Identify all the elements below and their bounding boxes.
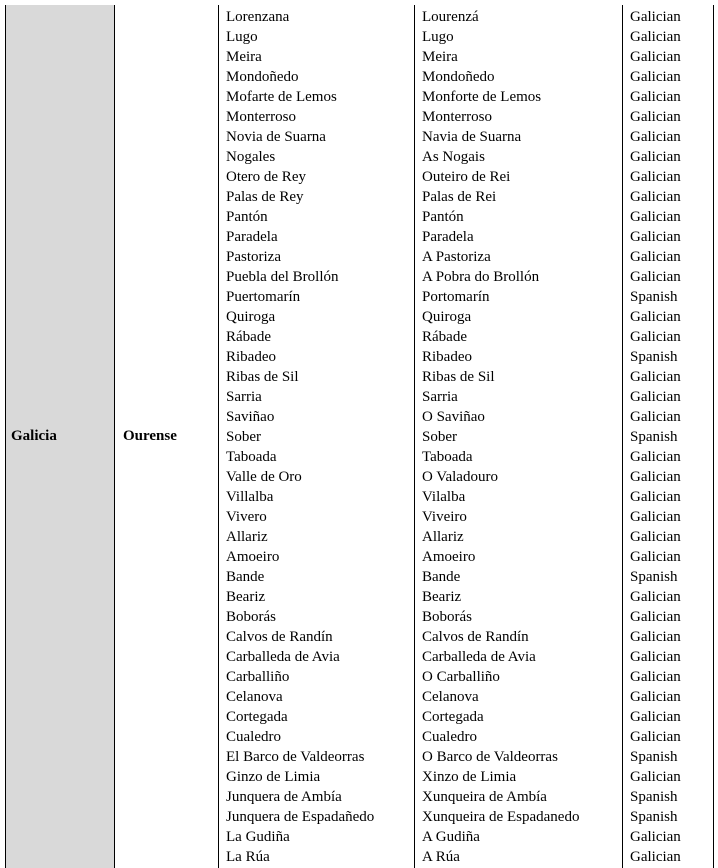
language-cell: Galician	[630, 109, 681, 125]
official-name-cell: Cortegada	[422, 709, 484, 725]
spanish-name-cell: Ribadeo	[226, 349, 276, 365]
language-cell: Galician	[630, 69, 681, 85]
table-row	[219, 247, 714, 267]
table-row	[219, 687, 714, 707]
table-row	[219, 447, 714, 467]
spanish-name-cell: La Gudiña	[226, 829, 290, 845]
official-name-cell: Rábade	[422, 329, 467, 345]
table-row	[219, 187, 714, 207]
spanish-name-cell: Amoeiro	[226, 549, 280, 565]
language-cell: Galician	[630, 829, 681, 845]
official-name-cell: As Nogais	[422, 149, 485, 165]
language-cell: Galician	[630, 729, 681, 745]
spanish-name-cell: Meira	[226, 49, 262, 65]
language-cell: Spanish	[630, 809, 678, 825]
official-name-cell: Xunqueira de Espadanedo	[422, 809, 580, 825]
language-cell: Galician	[630, 329, 681, 345]
language-cell: Galician	[630, 9, 681, 25]
table-row	[219, 287, 714, 307]
spanish-name-cell: Pastoriza	[226, 249, 281, 265]
official-name-cell: A Gudiña	[422, 829, 480, 845]
official-name-cell: Carballeda de Avia	[422, 649, 536, 665]
spanish-name-cell: Puertomarín	[226, 289, 301, 305]
official-name-cell: Meira	[422, 49, 458, 65]
spanish-name-cell: Cualedro	[226, 729, 281, 745]
table-row	[219, 787, 714, 807]
spanish-name-cell: Nogales	[226, 149, 276, 165]
language-cell: Galician	[630, 709, 681, 725]
language-cell: Galician	[630, 509, 681, 525]
official-name-cell: Xinzo de Limia	[422, 769, 517, 785]
language-cell: Galician	[630, 209, 681, 225]
language-cell: Galician	[630, 449, 681, 465]
spanish-name-cell: Quiroga	[226, 309, 276, 325]
table-body	[219, 7, 714, 867]
table-row	[219, 607, 714, 627]
spanish-name-cell: Beariz	[226, 589, 266, 605]
official-name-cell: Sarria	[422, 389, 458, 405]
table-row	[219, 227, 714, 247]
table-row	[219, 427, 714, 447]
official-name-cell: Taboada	[422, 449, 473, 465]
table-row	[219, 167, 714, 187]
language-cell: Galician	[630, 469, 681, 485]
spanish-name-cell: Palas de Rey	[226, 189, 304, 205]
table-row	[219, 267, 714, 287]
spanish-name-cell: Calvos de Randín	[226, 629, 333, 645]
language-cell: Spanish	[630, 749, 678, 765]
language-cell: Galician	[630, 409, 681, 425]
official-name-cell: Celanova	[422, 689, 479, 705]
language-cell: Galician	[630, 309, 681, 325]
official-name-cell: O Barco de Valdeorras	[422, 749, 558, 765]
official-name-cell: Lugo	[422, 29, 454, 45]
spanish-name-cell: Junquera de Espadañedo	[226, 809, 375, 825]
spanish-name-cell: Boborás	[226, 609, 276, 625]
table-row	[219, 87, 714, 107]
table-row	[219, 147, 714, 167]
table-row	[219, 727, 714, 747]
municipality-table	[5, 5, 714, 868]
table-row	[219, 27, 714, 47]
spanish-name-cell: Puebla del Brollón	[226, 269, 339, 285]
spanish-name-cell: Taboada	[226, 449, 277, 465]
language-cell: Galician	[630, 769, 681, 785]
official-name-cell: Boborás	[422, 609, 472, 625]
spanish-name-cell: Lorenzana	[226, 9, 290, 25]
table-row	[219, 807, 714, 827]
table-row	[219, 707, 714, 727]
spanish-name-cell: Celanova	[226, 689, 283, 705]
language-cell: Spanish	[630, 789, 678, 805]
table-row	[219, 507, 714, 527]
table-row	[219, 407, 714, 427]
language-cell: Galician	[630, 269, 681, 285]
official-name-cell: Pantón	[422, 209, 464, 225]
official-name-cell: O Saviñao	[422, 409, 485, 425]
language-cell: Galician	[630, 149, 681, 165]
table-row	[219, 347, 714, 367]
language-cell: Galician	[630, 609, 681, 625]
table-row	[219, 127, 714, 147]
language-cell: Galician	[630, 369, 681, 385]
table-row	[219, 367, 714, 387]
official-name-cell: A Rúa	[422, 849, 460, 865]
language-cell: Galician	[630, 549, 681, 565]
official-name-cell: A Pastoriza	[422, 249, 491, 265]
region-cell	[5, 5, 115, 868]
language-cell: Galician	[630, 249, 681, 265]
official-name-cell: Outeiro de Rei	[422, 169, 511, 185]
spanish-name-cell: Cortegada	[226, 709, 288, 725]
official-name-cell: Quiroga	[422, 309, 472, 325]
table-row	[219, 207, 714, 227]
official-name-cell: Cualedro	[422, 729, 477, 745]
table-row	[219, 567, 714, 587]
spanish-name-cell: Sarria	[226, 389, 262, 405]
language-cell: Spanish	[630, 289, 678, 305]
table-row	[219, 827, 714, 847]
spanish-name-cell: La Rúa	[226, 849, 270, 865]
table-row	[219, 7, 714, 27]
language-cell: Galician	[630, 129, 681, 145]
table-row	[219, 587, 714, 607]
language-cell: Galician	[630, 89, 681, 105]
language-cell: Galician	[630, 629, 681, 645]
official-name-cell: Allariz	[422, 529, 464, 545]
table-row	[219, 847, 714, 867]
official-name-cell: Ribadeo	[422, 349, 472, 365]
spanish-name-cell: Junquera de Ambía	[226, 789, 342, 805]
spanish-name-cell: Sober	[226, 429, 261, 445]
table-row	[219, 307, 714, 327]
province-cell	[115, 5, 219, 868]
spanish-name-cell: Bande	[226, 569, 265, 585]
spanish-name-cell: Valle de Oro	[226, 469, 302, 485]
table-row	[219, 467, 714, 487]
official-name-cell: O Carballiño	[422, 669, 500, 685]
table-row	[219, 767, 714, 787]
spanish-name-cell: Novia de Suarna	[226, 129, 326, 145]
table-row	[219, 627, 714, 647]
spanish-name-cell: Rábade	[226, 329, 271, 345]
official-name-cell: Palas de Rei	[422, 189, 497, 205]
language-cell: Galician	[630, 229, 681, 245]
region-label: Galicia	[11, 428, 57, 444]
language-cell: Galician	[630, 529, 681, 545]
spanish-name-cell: Carballiño	[226, 669, 290, 685]
official-name-cell: A Pobra do Brollón	[422, 269, 540, 285]
spanish-name-cell: El Barco de Valdeorras	[226, 749, 365, 765]
language-cell: Galician	[630, 49, 681, 65]
official-name-cell: Navia de Suarna	[422, 129, 522, 145]
language-cell: Spanish	[630, 349, 678, 365]
official-name-cell: Lourenzá	[422, 9, 479, 25]
language-cell: Galician	[630, 169, 681, 185]
spanish-name-cell: Vivero	[226, 509, 267, 525]
language-cell: Spanish	[630, 569, 678, 585]
table-row	[219, 667, 714, 687]
table-row	[219, 327, 714, 347]
language-cell: Galician	[630, 849, 681, 865]
official-name-cell: Vilalba	[422, 489, 466, 505]
spanish-name-cell: Lugo	[226, 29, 258, 45]
spanish-name-cell: Ribas de Sil	[226, 369, 299, 385]
spanish-name-cell: Pantón	[226, 209, 268, 225]
official-name-cell: Monterroso	[422, 109, 492, 125]
spanish-name-cell: Villalba	[226, 489, 274, 505]
spanish-name-cell: Mofarte de Lemos	[226, 89, 337, 105]
official-name-cell: Viveiro	[422, 509, 467, 525]
table-row	[219, 107, 714, 127]
official-name-cell: Portomarín	[422, 289, 490, 305]
official-name-cell: Mondoñedo	[422, 69, 495, 85]
table-row	[219, 387, 714, 407]
table-row	[219, 647, 714, 667]
official-name-cell: Calvos de Randín	[422, 629, 529, 645]
spanish-name-cell: Monterroso	[226, 109, 296, 125]
table-row	[219, 527, 714, 547]
language-cell: Galician	[630, 689, 681, 705]
table-row	[219, 67, 714, 87]
spanish-name-cell: Saviñao	[226, 409, 275, 425]
official-name-cell: Bande	[422, 569, 461, 585]
spanish-name-cell: Carballeda de Avia	[226, 649, 340, 665]
language-cell: Galician	[630, 589, 681, 605]
spanish-name-cell: Allariz	[226, 529, 268, 545]
official-name-cell: Beariz	[422, 589, 462, 605]
official-name-cell: Amoeiro	[422, 549, 476, 565]
spanish-name-cell: Mondoñedo	[226, 69, 299, 85]
table-row	[219, 487, 714, 507]
official-name-cell: Monforte de Lemos	[422, 89, 542, 105]
official-name-cell: Xunqueira de Ambía	[422, 789, 547, 805]
official-name-cell: Sober	[422, 429, 457, 445]
language-cell: Galician	[630, 189, 681, 205]
table-row	[219, 547, 714, 567]
language-cell: Galician	[630, 389, 681, 405]
province-label: Ourense	[123, 428, 177, 444]
language-cell: Spanish	[630, 429, 678, 445]
spanish-name-cell: Otero de Rey	[226, 169, 306, 185]
language-cell: Galician	[630, 29, 681, 45]
official-name-cell: Paradela	[422, 229, 474, 245]
official-name-cell: O Valadouro	[422, 469, 498, 485]
table-row	[219, 47, 714, 67]
language-cell: Galician	[630, 489, 681, 505]
spanish-name-cell: Ginzo de Limia	[226, 769, 321, 785]
language-cell: Galician	[630, 669, 681, 685]
language-cell: Galician	[630, 649, 681, 665]
official-name-cell: Ribas de Sil	[422, 369, 495, 385]
table-row	[219, 747, 714, 767]
spanish-name-cell: Paradela	[226, 229, 278, 245]
